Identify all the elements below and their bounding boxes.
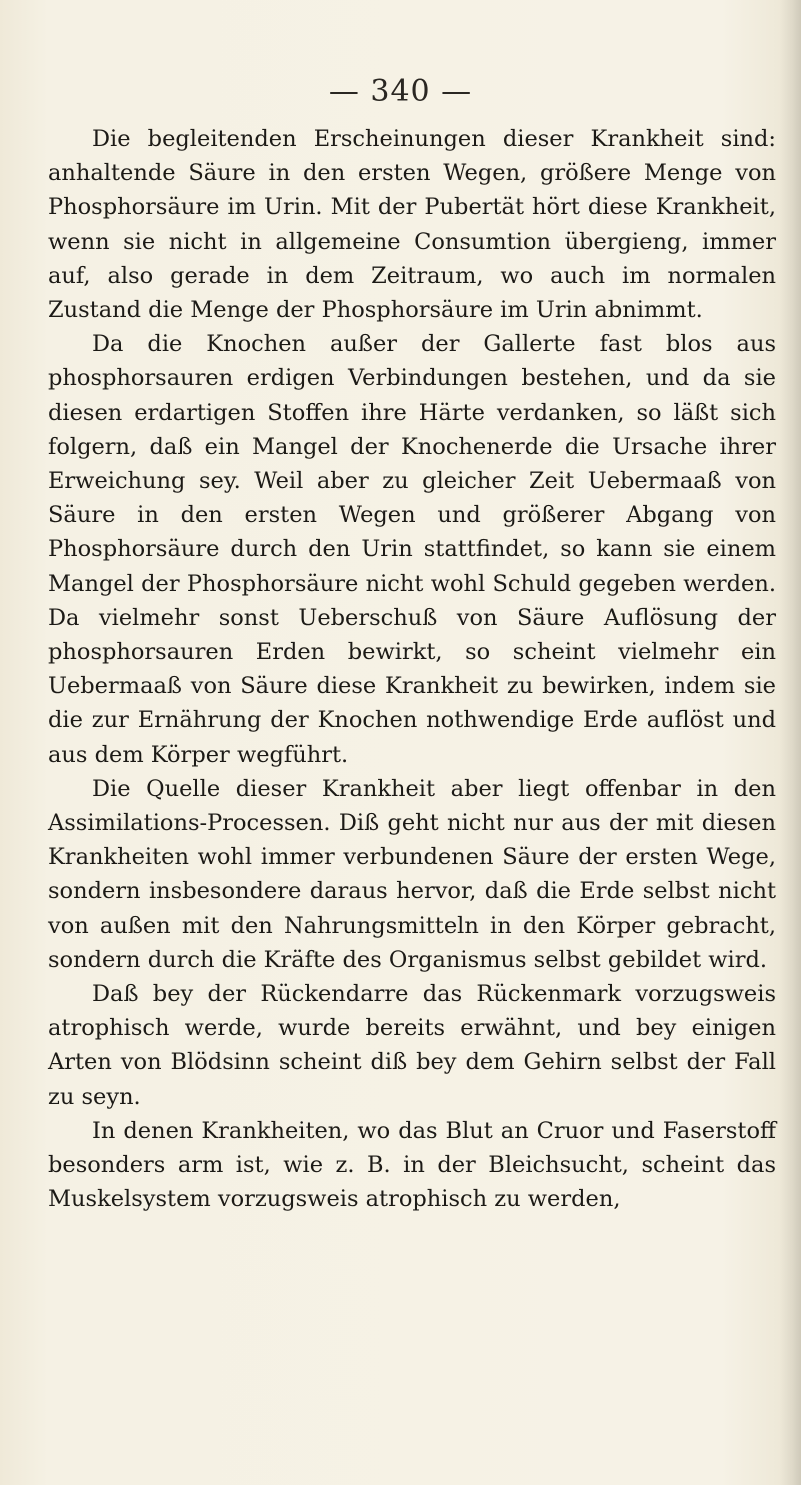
paragraph-spinal-atrophy: Daß bey der Rückendarre das Rückenmark vorzugsweis atrophisch werde, wurde bereits erwähnt, und bey einigen Arten von Blödsinn scheint diß bey dem Gehirn selbst der Fall zu seyn. [48,981,776,1110]
page-edge-shadow [779,0,801,1485]
paragraph-bone-earth: Da die Knochen außer der Gallerte fast blos aus phosphorsauren erdigen Verbindungen bestehen, und da sie diesen erdartigen Stoffen ihre Härte verdanken, so läßt sich folgern, daß ein Mangel der Knochenerde die Ursache ihrer Erweichung sey. Weil aber zu gleicher Zeit Uebermaaß von Säure in den ersten Wegen und größerer Abgang von Phosphorsäure durch den Urin stattfindet, so kann sie einem Mangel der Phosphorsäure nicht wohl Schuld gegeben werden. Da vielmehr sonst Ueberschuß von Säure Auflösung der phosphorsauren Erden bewirkt, so scheint vielmehr ein Uebermaaß von Säure diese Krankheit zu bewirken, indem sie die zur Ernährung der Knochen nothwendige Erde auflöst und aus dem Körper wegführt. [48,331,776,768]
body-text [48,122,776,1217]
page-number: — 340 — [328,74,473,109]
paragraph-assimilation: Die Quelle dieser Krankheit aber liegt offenbar in den Assimilations-Processen. Diß geht nicht nur aus der mit diesen Krankheiten wohl immer verbundenen Säure der ersten Wege, sondern insbesondere daraus hervor, daß die Erde selbst nicht von außen mit den Nahrungsmitteln in den Körper gebracht, sondern durch die Kräfte des Organismus selbst gebildet wird. [48,775,776,973]
paragraph-symptoms: Die begleitenden Erscheinungen dieser Krankheit sind: anhaltende Säure in den ersten Wegen, größere Menge von Phosphorsäure im Urin. Mit der Pubertät hört diese Krankheit, wenn sie nicht in allgemeine Consumtion übergieng, immer auf, also gerade in dem Zeitraum, wo auch im normalen Zustand die Menge der Phosphorsäure im Urin abnimmt. [48,126,776,324]
paragraph-blood-diseases: In denen Krankheiten, wo das Blut an Cruor und Faserstoff besonders arm ist, wie z. B. in der Bleichsucht, scheint das Muskelsystem vorzugsweis atrophisch zu werden, [48,1117,776,1213]
